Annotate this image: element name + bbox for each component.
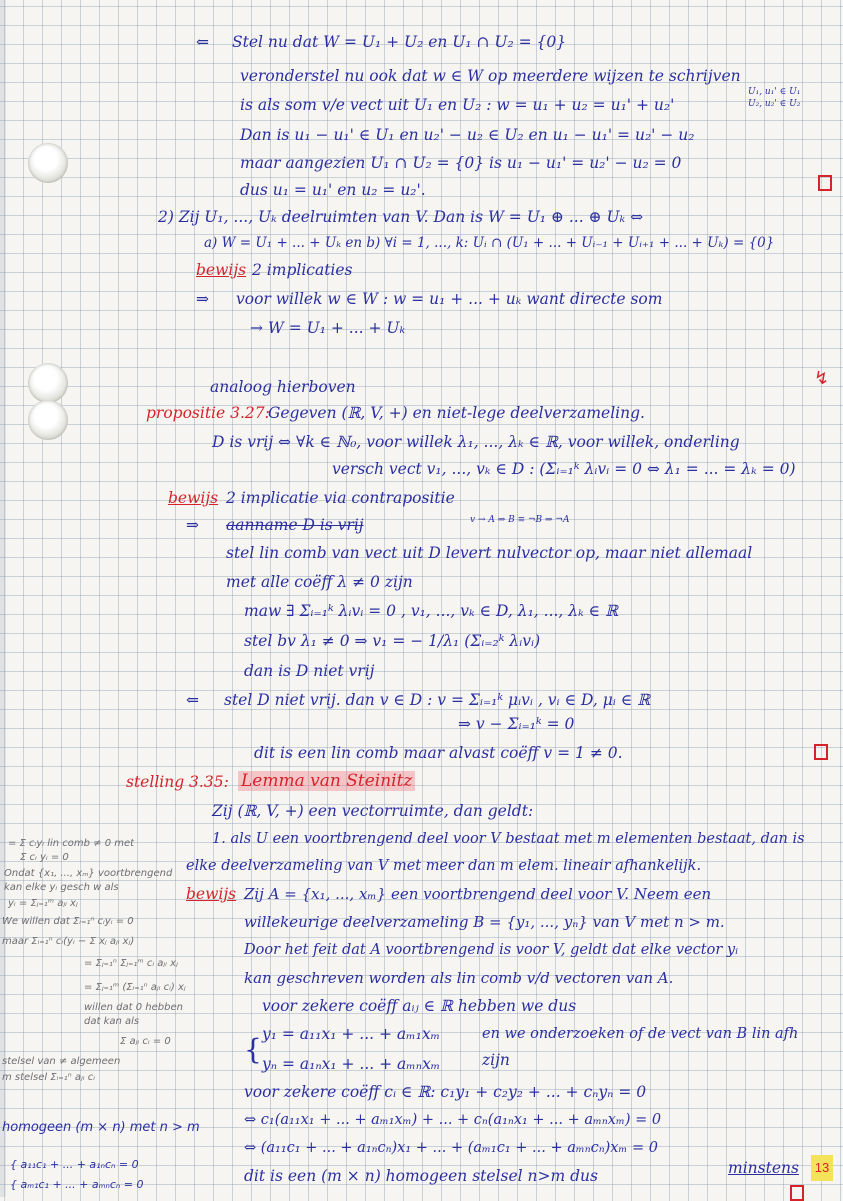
bewijs-label: bewijs (196, 261, 247, 279)
pencil-note: = Σⱼ₌₁ᵐ (Σᵢ₌₁ⁿ aⱼᵢ cᵢ) xⱼ (84, 982, 186, 993)
arrow-left-mark: ⇐ (196, 33, 209, 51)
text-line: y₁ = a₁₁x₁ + ... + aₘ₁xₘ (262, 1025, 441, 1043)
qed-box (814, 744, 828, 760)
text-line: { aₘ₁c₁ + ... + aₘₙcₙ = 0 (10, 1178, 144, 1191)
text-line: kan geschreven worden als lin comb v/d vectoren van A. (244, 969, 674, 987)
side-note: U₂, u₂' ∈ U₂ (748, 99, 801, 109)
pencil-note: = Σ cᵢyᵢ lin comb ≠ 0 met (8, 838, 135, 849)
side-note: v → A ⇒ B ≡ ¬B ⇒ ¬A (470, 515, 570, 525)
text-line: voor willek w ∈ W : w = u₁ + ... + uₖ want directe som (236, 290, 663, 308)
text-line: Stel nu dat W = U₁ + U₂ en U₁ ∩ U₂ = {0} (232, 33, 567, 51)
implication-arrow: ⇒ (186, 516, 199, 534)
text-line: 1. als U een voortbrengend deel voor V bestaat met m elementen bestaat, dan is (212, 831, 805, 847)
pencil-note: kan elke yᵢ gesch w als (4, 882, 119, 893)
pencil-note: Σ aⱼᵢ cᵢ = 0 (120, 1036, 171, 1047)
text-line: met alle coëff λ ≠ 0 zijn (226, 573, 413, 591)
pencil-note: Ondat {x₁, ..., xₘ} voortbrengend (4, 868, 173, 879)
text-line: zijn (482, 1051, 510, 1069)
text-line: Zij A = {x₁, ..., xₘ} een voortbrengend deel voor V. Neem een (244, 885, 712, 903)
pencil-note: willen dat 0 hebben (84, 1002, 183, 1013)
text-line: maar aangezien U₁ ∩ U₂ = {0} is u₁ − u₁' = u₂' − u₂ = 0 (240, 154, 682, 172)
text-line: elke deelverzameling van V met meer dan m elem. lineair afhankelijk. (186, 858, 702, 874)
text-line: Dan is u₁ − u₁' ∈ U₁ en u₂' − u₂ ∈ U₂ en u₁ − u₁' = u₂' − u₂ (240, 126, 695, 144)
pencil-note: Σ cᵢ yᵢ = 0 (20, 852, 69, 863)
pencil-note: maar Σᵢ₌₁ⁿ cᵢ(yᵢ − Σ xⱼ aⱼᵢ xⱼ) (2, 936, 135, 947)
proposition-label: propositie 3.27: (146, 404, 270, 422)
text-line: homogeen (m × n) met n > m (2, 1120, 200, 1135)
text-line: is als som v/e vect uit U₁ en U₂ : w = u₁ + u₂ = u₁' + u₂' (240, 96, 675, 114)
pencil-note: dat kan als (84, 1016, 140, 1027)
bewijs-label: bewijs (168, 489, 219, 507)
text-line: versch vect v₁, ..., vₖ ∈ D : (Σᵢ₌₁ᵏ λᵢvᵢ = 0 ⇔ λ₁ = ... = λₖ = 0) (332, 460, 796, 478)
bewijs-label: bewijs (186, 885, 237, 903)
text-line: stel D niet vrij. dan v ∈ D : v = Σᵢ₌₁ᵏ μᵢvᵢ , vᵢ ∈ D, μᵢ ∈ ℝ (224, 691, 651, 709)
text-line: Door het feit dat A voortbrengend is voor V, geldt dat elke vector yᵢ (244, 942, 738, 958)
binder-hole (28, 400, 68, 440)
binder-hole (28, 363, 68, 403)
pencil-note: We willen dat Σᵢ₌₁ⁿ cᵢyᵢ = 0 (2, 916, 134, 927)
text-line: voor zekere coëff cᵢ ∈ ℝ: c₁y₁ + c₂y₂ + ... + cₙyₙ = 0 (244, 1083, 647, 1101)
text-line: dit is een (m × n) homogeen stelsel n>m dus (244, 1167, 598, 1185)
qed-box (818, 175, 832, 191)
text-line: dit is een lin comb maar alvast coëff v = 1 ≠ 0. (254, 744, 623, 762)
text-line: en we onderzoeken of de vect van B lin afh (482, 1026, 799, 1042)
text-line: ⇔ (a₁₁c₁ + ... + a₁ₙcₙ)x₁ + ... + (aₘ₁c₁ + ... + aₘₙcₙ)xₘ = 0 (244, 1140, 658, 1156)
text-line: { a₁₁c₁ + ... + a₁ₙcₙ = 0 (10, 1158, 139, 1171)
text-line: 2) Zij U₁, ..., Uₖ deelruimten van V. Dan is W = U₁ ⊕ ... ⊕ Uₖ ⇔ (158, 208, 644, 226)
side-note: U₁, u₁' ∈ U₁ (748, 87, 801, 97)
text-line: dan is D niet vrij (244, 662, 375, 680)
page-number-tab: 13 (811, 1155, 833, 1181)
page-margin (0, 0, 6, 1197)
text-line: veronderstel nu ook dat w ∈ W op meerdere wijzen te schrijven (240, 67, 741, 85)
brace: { (244, 1033, 262, 1066)
theorem-label: stelling 3.35: (126, 773, 229, 791)
pencil-note: yᵢ = Σⱼ₌₁ᵐ aⱼᵢ xⱼ (8, 898, 78, 909)
pencil-note: = Σⱼ₌₁ⁿ Σⱼ₌₁ᵐ cᵢ aⱼᵢ xⱼ (84, 958, 178, 969)
red-margin-mark: ↯ (814, 368, 830, 389)
qed-box (790, 1185, 804, 1201)
text-line: 2 implicatie via contrapositie (226, 489, 455, 507)
text-line: D is vrij ⇔ ∀k ∈ ℕ₀, voor willek λ₁, ..., λₖ ∈ ℝ, voor willek, onderling (212, 433, 740, 451)
theorem-title: Lemma van Steinitz (238, 771, 415, 791)
implication-arrow: ⇐ (186, 691, 199, 709)
text-line: voor zekere coëff aᵢⱼ ∈ ℝ hebben we dus (262, 997, 577, 1015)
text-line: stel bv λ₁ ≠ 0 ⇒ v₁ = − 1/λ₁ (Σᵢ₌₂ᵏ λᵢvᵢ) (244, 632, 541, 650)
text-line: dus u₁ = u₁' en u₂ = u₂'. (240, 181, 426, 199)
text-line: stel lin comb van vect uit D levert nulvector op, maar niet allemaal (226, 544, 753, 562)
text-line: ⇒ v − Σᵢ₌₁ᵏ = 0 (458, 715, 575, 733)
text-line: minstens (728, 1159, 799, 1177)
text-line: maw ∃ Σᵢ₌₁ᵏ λᵢvᵢ = 0 , v₁, ..., vₖ ∈ D, λ₁, ..., λₖ ∈ ℝ (244, 602, 618, 620)
text-line: a) W = U₁ + ... + Uₖ en b) ∀i = 1, ..., k: Uᵢ ∩ (U₁ + ... + Uᵢ₋₁ + Uᵢ₊₁ + ... + Uₖ) = {0} (204, 235, 775, 251)
text-line: yₙ = a₁ₙx₁ + ... + aₘₙxₘ (262, 1055, 441, 1073)
implication-arrow: ⇒ (196, 290, 209, 308)
pencil-note: m stelsel Σᵢ₌₁ⁿ aⱼᵢ cᵢ (2, 1072, 95, 1083)
text-line: ⇔ c₁(a₁₁x₁ + ... + aₘ₁xₘ) + ... + cₙ(a₁ₙx₁ + ... + aₘₙxₘ) = 0 (244, 1112, 662, 1128)
pencil-note: stelsel van ≠ algemeen (2, 1056, 121, 1067)
text-line: Zij (ℝ, V, +) een vectorruimte, dan geldt: (212, 802, 534, 820)
text-line-struck: aanname D is vrij (226, 516, 364, 534)
text-line: willekeurige deelverzameling B = {y₁, ..., yₙ} van V met n > m. (244, 913, 725, 931)
text-line: Gegeven (ℝ, V, +) en niet-lege deelverzameling. (268, 404, 645, 422)
text-line: → W = U₁ + ... + Uₖ (250, 319, 406, 337)
text-line: 2 implicaties (252, 261, 353, 279)
binder-hole (28, 143, 68, 183)
text-line: analoog hierboven (210, 378, 356, 396)
